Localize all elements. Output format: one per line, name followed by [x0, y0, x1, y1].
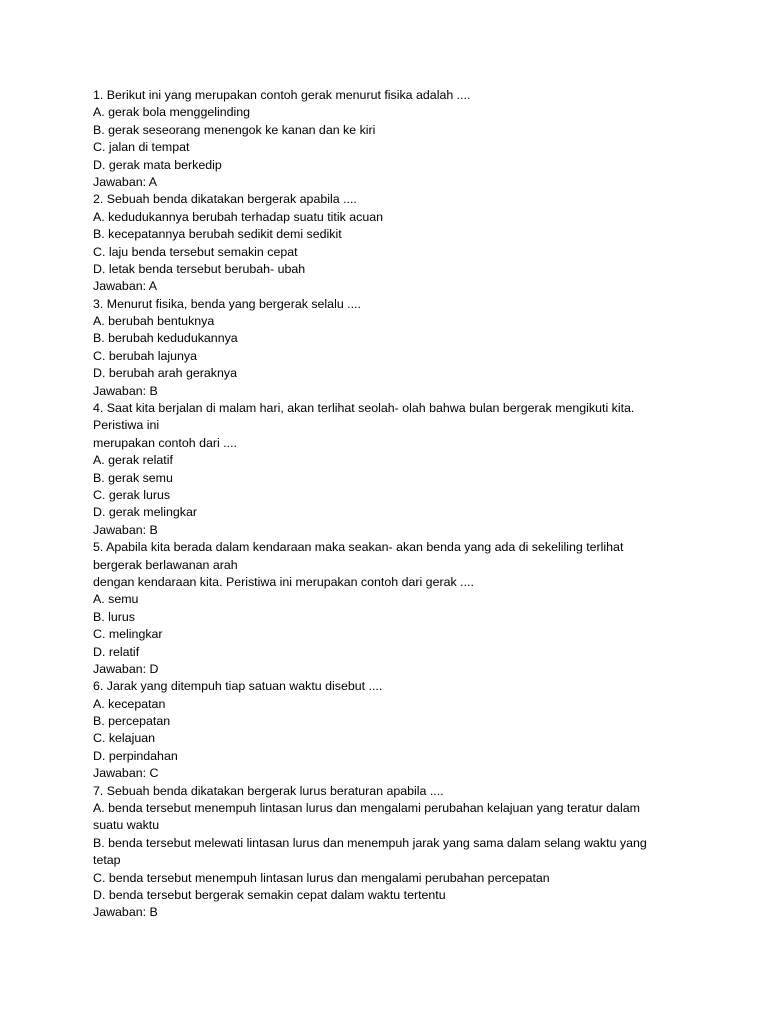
document-line: 6. Jarak yang ditempuh tiap satuan waktu disebut .... [93, 679, 383, 694]
document-line: merupakan contoh dari .... [93, 435, 237, 450]
document-line: Jawaban: D [93, 661, 159, 676]
document-line: bergerak berlawanan arah [93, 557, 238, 572]
document-line: A. berubah bentuknya [93, 314, 215, 329]
document-line: D. berubah arah geraknya [93, 366, 237, 381]
document-line: C. laju benda tersebut semakin cepat [93, 244, 298, 259]
document-line: Peristiwa ini [93, 418, 160, 433]
document-line: B. kecepatannya berubah sedikit demi sedikit [93, 227, 342, 242]
document-line: 4. Saat kita berjalan di malam hari, akan terlihat seolah- olah bahwa bulan bergerak mengikuti kita. [93, 401, 635, 416]
document-line: 3. Menurut fisika, benda yang bergerak selalu .... [93, 296, 361, 311]
document-line: Jawaban: B [93, 905, 158, 920]
document-line: D. perpindahan [93, 748, 178, 763]
document-line: Jawaban: B [93, 522, 158, 537]
document-line: C. melingkar [93, 627, 163, 642]
document-body [93, 87, 693, 922]
document-line: C. kelajuan [93, 731, 155, 746]
document-line: B. lurus [93, 609, 136, 624]
document-line: suatu waktu [93, 818, 160, 833]
document-line: 7. Sebuah benda dikatakan bergerak lurus beraturan apabila .... [93, 783, 444, 798]
document-line: C. berubah lajunya [93, 348, 198, 363]
document-line: B. benda tersebut melewati lintasan lurus dan menempuh jarak yang sama dalam selang waktu yang [93, 835, 647, 850]
document-line: Jawaban: A [93, 174, 158, 189]
document-line: A. kecepatan [93, 696, 166, 711]
document-line: C. gerak lurus [93, 487, 171, 502]
document-line: B. berubah kedudukannya [93, 331, 238, 346]
document-line: dengan kendaraan kita. Peristiwa ini merupakan contoh dari gerak .... [93, 574, 474, 589]
document-line: 5. Apabila kita berada dalam kendaraan maka seakan- akan benda yang ada di sekeliling terlihat [93, 540, 624, 555]
document-line: C. benda tersebut menempuh lintasan lurus dan mengalami perubahan percepatan [93, 870, 550, 885]
document-line: Jawaban: B [93, 383, 158, 398]
document-line: Jawaban: C [93, 766, 159, 781]
document-line: D. benda tersebut bergerak semakin cepat dalam waktu tertentu [93, 887, 446, 902]
document-line: 2. Sebuah benda dikatakan bergerak apabila .... [93, 192, 357, 207]
document-line: D. letak benda tersebut berubah- ubah [93, 261, 306, 276]
document-line: A. kedudukannya berubah terhadap suatu titik acuan [93, 209, 384, 224]
document-line: A. semu [93, 592, 139, 607]
document-line: Jawaban: A [93, 279, 158, 294]
document-line: B. gerak semu [93, 470, 173, 485]
document-line: B. percepatan [93, 714, 171, 729]
document-line: A. gerak bola menggelinding [93, 105, 251, 120]
document-line: D. gerak melingkar [93, 505, 197, 520]
document-line: A. gerak relatif [93, 453, 173, 468]
document-line: D. gerak mata berkedip [93, 157, 222, 172]
document-line: 1. Berikut ini yang merupakan contoh gerak menurut fisika adalah .... [93, 88, 471, 102]
document-line: C. jalan di tempat [93, 140, 190, 155]
document-line: B. gerak seseorang menengok ke kanan dan ke kiri [93, 122, 376, 137]
document-line: tetap [93, 853, 121, 868]
document-line: D. relatif [93, 644, 140, 659]
document-line: A. benda tersebut menempuh lintasan lurus dan mengalami perubahan kelajuan yang teratur dalam [93, 801, 640, 816]
